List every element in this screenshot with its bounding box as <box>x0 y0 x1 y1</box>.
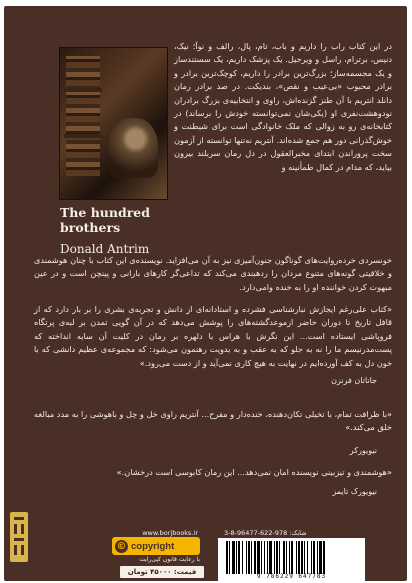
title-line-1: The hundred <box>60 205 150 220</box>
barcode <box>218 538 365 581</box>
cover-photo <box>60 48 167 199</box>
book-back-cover <box>4 6 407 581</box>
copyright-note: با رعایت قانون کپی‌رایت <box>139 556 200 563</box>
publisher-website: www.borjbooks.ir <box>142 529 198 537</box>
review-quote-2: «با ظرافت تمام، با تخیلی تکان‌دهنده، خنده‌دار و مفرح... آنتریم راوی خل و چل و باهوشی را به مدد مبالغه خلق می‌کند.» <box>34 409 392 433</box>
barcode-bars <box>226 541 357 574</box>
english-title <box>60 205 150 235</box>
isbn-label: شابک: 978-622-96477-8-3 <box>224 529 307 537</box>
review-quote-1: «کتاب علی‌رغم ایجازش نبارشناسی فشرده و استادانه‌ای از دانش و تجربه‌ی بشری را بر بار دارد که از قافل تاریخ تا دوران حاضر ازموعدگشته‌های را پوشش می‌دهد که در آن گویی تمدن بر لبه‌ی پرتگاه فروپاشی ایستاده است... این نگرش با هراس با دلهره بر رمان در کلیت آن سایه انداخته که پست‌مدرنیسم ما را نه به جلو که به عقب و به بدویت رهنمون می‌شود: که مجموعه‌ی عظیم دانشی که با خون دل به کف آورده‌ایم در نهایت به هیچ کاری نمی‌آید و از دست می‌رود.» <box>34 304 392 368</box>
blurb-paragraph-continued: خونسردی خرده‌روایت‌های گوناگون جنون‌آمیزی نیز به آن می‌افزاید. نویسنده‌ی این کتاب با چنان هوشمندی و خلاقیتی گونه‌های متنوع مردان را ردهبندی می‌کند که تداعی‌گر کارهای بارانی و پینچن است و در عین مبهوت کردن خواننده او را به خنده وامی‌دارد. <box>34 255 392 292</box>
title-line-2: brothers <box>60 220 121 235</box>
bookshelf-image <box>66 56 100 176</box>
english-author: Donald Antrim <box>60 242 150 256</box>
shelf-line <box>64 88 102 92</box>
review-source-3: نیویورک تایمز <box>332 487 377 496</box>
blurb-paragraph: در این کتاب راب را داریم و باب، تام، پال، رالف و نوآ؛ نیک، دنیس، برترام، راسل و ویرجیل. یک پزشک داریم، یک سستندساز و یک مجسمه‌ساز؛ بزرگ‌ترین برادر را داریم، کوچک‌ترین برادر و برادر محبوب «بی‌عیب و نقص»، بندیکت. در صد برادر رمان دانلد انتریم با آن طنز گزنده‌اش، راوی و انتخابیه‌ی بزرگ برادران نودوهشت‌نفری او (یکی‌شان نمی‌توانسته خودش را برساند) در کتابخانه‌ی رو به زوالی که ملک خانوادگی است برای شیطنت و خوش‌گذرانی دور هم جمع شده‌اند. آنتریم نه‌تنها توانسته از آزمون سخت پروراندن ابتدای مخبرالعقول در دل رمان سربلند بیرون بیاید، که مدام در کمال طمأنینه و <box>174 41 392 172</box>
copyright-badge <box>112 537 200 555</box>
copyright-icon: © <box>116 540 127 552</box>
publisher-logo-icon <box>10 512 28 562</box>
review-source-1: جاناتان فرنزن <box>331 376 377 385</box>
review-quote-3: «هوشمندی و تیزبینی نویسنده امان نمی‌دهد... این رمان کابوسی است درخشان.» <box>116 467 392 477</box>
copyright-label: copyright <box>131 540 175 552</box>
shelf-line <box>64 134 102 138</box>
barcode-number: 9 786229 647783 <box>256 573 327 580</box>
review-source-2: نیویورکر <box>349 446 377 455</box>
person-figure-image <box>108 118 158 178</box>
price-label: قیمت: ۴۵۰۰۰ تومان <box>120 566 204 578</box>
